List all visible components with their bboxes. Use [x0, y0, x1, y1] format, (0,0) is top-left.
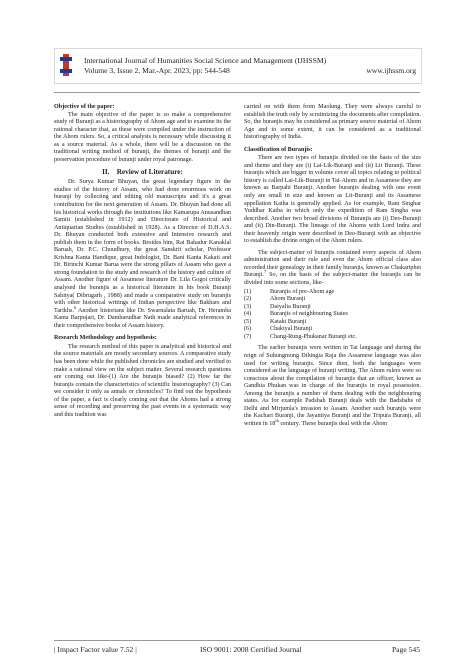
list-number: (6): [244, 326, 252, 333]
list-item: [244, 289, 421, 297]
language-text-continued: century. These buranjis deal with the Ahom: [278, 420, 388, 427]
review-text: Dr. Surya Kumar Bhuyan, the great legendary figure in the studies of the history of Assam, who had done enormous work on buranji by collecting and editing old manuscripts and it's a great contribution for the next generation of Assam. Dr. Bhuyan had done all his historical works through the institutions like Kamarupa Anusandhan Samiti (established in 1912) and Directorate of Historical and Antiquarian Studies (established in 1928). As a Director of D.H.A.S. Dr. Bhuyan conducted both extensive and Intensive research and publish them in the form of books. Besides him, Rai Bahadur Kanaklal Baruah, Dr. P.C. Choudhury, the great Sanskrit scholar, Professor Krishna Kanta Handique, great Indologist, Dr. Bani Kanta Kakati and Dr. Birinchi Kumar Barua were the strong pillars of Assam who gave a strong foundation to the study and research of the history and culture of Assam. Another figure of Assamese literature Dr. Lila Gogoi critically analysed the buranjis as a historical literature in his book Buranji Sahitya( Dibrugarh , 1988) and made a comparative study on buranjis with other historical writings of Indian perspective like Bakhars and Tarikhs.: [54, 179, 231, 314]
volume-info: Volume 3, Issue 2, Mar.-Apr. 2023, pp: 544-548: [84, 66, 230, 75]
subject-matter-text: The subject-matter of buranjis contained every aspects of Ahom administration and their rule and even the Ahom official class also recorded their genealogy in their family buranjis, known as Chakariphei Buranji.: [244, 249, 421, 279]
list-number: (2): [244, 296, 252, 303]
objective-paragraph: The main objective of the paper is so make a comprehensive study of Buranji as a historiography of Ahom age and to examine its the rational character that, as these were compiled under the instruction of the Ahom rulers. So, a critical analysis is necessary while discussing it as a source material. As a whole, there will be a discussion on the traditional writing method of buranji, the themes of buranji and the preservation procedure of buranji under royal patronage.: [54, 111, 231, 163]
list-item: [244, 296, 421, 304]
list-number: (1): [244, 288, 252, 295]
language-paragraph: [244, 345, 421, 428]
footnote-ref: 6: [73, 304, 77, 310]
list-text: Daiyalia Buranji: [270, 303, 311, 310]
continuation-paragraph: carried on with them from Maolung. They were always careful to establish the truth only by scrutinizing the documents after compilation. So, the buranjis may be considered as primary source material of Ahom Age and to some extent, it can be considered as a traditional historiography of India.: [244, 104, 421, 141]
subject-matter-text-continued: So, on the basis of the subject-matter the buranjis can be divided into some sections, like-: [244, 272, 421, 287]
buranji-sections-list: [244, 289, 421, 342]
list-number: (7): [244, 333, 252, 340]
list-text: Kataki Buranji: [270, 318, 307, 325]
list-text: Ahom Buranji: [270, 296, 306, 303]
objective-heading: Objective of the paper:: [54, 104, 115, 110]
iso-certification: ISO 9001: 2008 Certified Journal: [200, 645, 302, 654]
list-text: Chang-Rung-Phukanar Buranji etc.: [270, 333, 357, 340]
list-text: Buranjis of neighbouring States: [270, 311, 348, 318]
list-text: Chakiyal Buranji: [270, 326, 313, 333]
footer-divider: [54, 640, 420, 641]
section-number: II.: [102, 168, 110, 177]
methodology-heading: Research Methodology and hypothesis:: [54, 335, 157, 342]
list-number: (4): [244, 311, 252, 318]
impact-factor: | Impact Factor value 7.52 |: [54, 645, 137, 654]
journal-website-link[interactable]: www.ijhssm.org: [366, 66, 416, 75]
ordinal-suffix: th: [275, 417, 279, 423]
list-item: [244, 319, 421, 327]
header-divider: [54, 92, 420, 93]
left-column: [54, 104, 231, 419]
right-column: [244, 104, 421, 429]
list-number: (3): [244, 303, 252, 310]
classification-paragraph: There are two types of buranjis divided on the basis of the size and theme and they are (i) Lai-Lik-Buranji and (ii) Lit Buranji. These buranjis which are bigger in volume cover all topics relating to political history is called Lai-Lik-Buranji in Tai-Ahom and in Assamese they are known as Barpahi Buranji. Another buranjis dealing with one event only are small in size and known as Lit-Buranji and its Assamese appellation Katha is generally applied. As for example, Ram Singhar Yuddhar Katha in which only the expedition of Ram Singha was described. Another two broad divisions of Buranjis are (i) Deo-Buranji and (ii) Din-Buranji. The lineage of the Ahoms with Lord Indra and their heavenly origin were described in Deo-Buranji with an objective to establish the divine origin of the Ahom rulers.: [244, 155, 421, 245]
footnote-ref: 7: [263, 269, 267, 275]
list-item: [244, 326, 421, 334]
review-paragraph: [54, 179, 231, 330]
subject-matter-paragraph: [244, 250, 421, 288]
methodology-paragraph: The research method of this paper is analytical and historical and the source materials are mostly secondary sources. A comparative study has been done while the published chronicles are studied and verified to make a rational view on the subject matter. Several research questions are coming out like-(1) Are the buranjis biased? (2) How far the buranjis contain the characteristics of scientific historiography? (3) Can we consider it only as annals or chronicles? To find out the hypothesis of the paper, a fact is clearly coming out that the Ahoms had a strong sense of recording and preserving the past events in a systematic way and this tradition was: [54, 343, 231, 418]
language-text: The earlier buranjis were written in Tai language and during the reign of Suhungmung Dihingia Raja the Assamese language was also used for writing buranjis. Since then, both the languages were considered as the language of buranji writing. The Ahom rulers were so conscious about the compilation of buranjis that an officer, known as Gandhia Phukan was in charge of the buranjis in royal possession. Among the buranjis a number of them dealing with the neighbouring states. As for example Padshah Buranji deals with the Badshahs of Delhi and Mirjumla's invasion to Assam. Another such buranjis were the Kachari Buranji, the Jayantiya Buranji and the Tripura Buranji, all written in 18: [244, 345, 421, 427]
page-number: Page 545: [391, 645, 420, 654]
review-text-continued: Another historians like Dr. Swarnalata Baruah, Dr. Heramba Kanta Barpujari, Dr. Dambarudhar Nath made analytical references in their comprehensive books of Assam history.: [54, 307, 231, 329]
list-item: [244, 334, 421, 342]
list-number: (5): [244, 318, 252, 325]
list-item: [244, 311, 421, 319]
list-text: Buranjis of pre-Ahom age: [270, 288, 335, 295]
classification-heading: Classification of Buranjis:: [244, 146, 313, 153]
journal-logo-icon: [58, 51, 74, 79]
journal-title: International Journal of Humanities Social Science and Management (IJHSSM): [84, 56, 327, 65]
review-heading: [54, 168, 231, 177]
section-title: Review of Literature:: [116, 168, 183, 177]
